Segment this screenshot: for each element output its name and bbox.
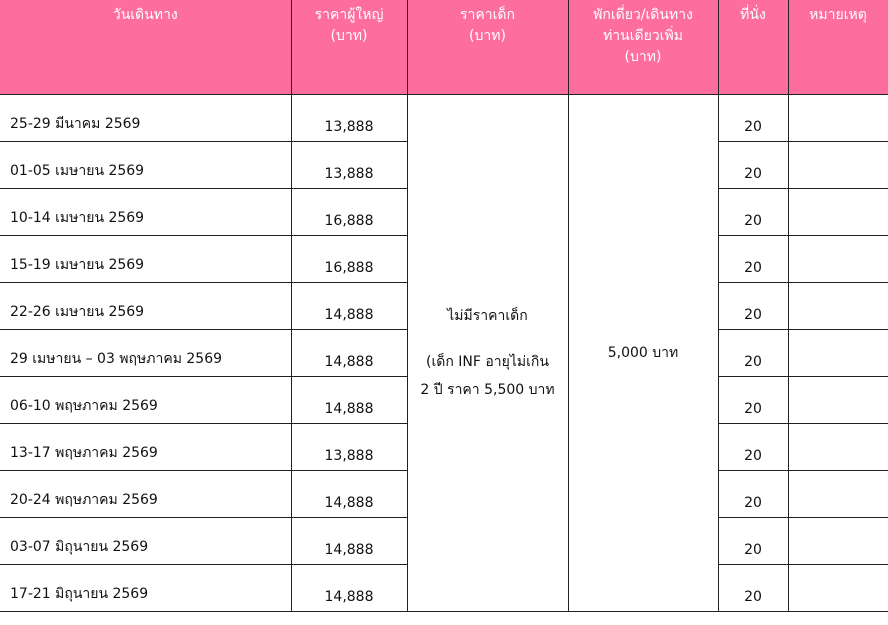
- remark-cell: [788, 470, 888, 517]
- departure-date-cell: 03-07 มิถุนายน 2569: [0, 517, 291, 564]
- remark-cell: [788, 517, 888, 564]
- adult-price-cell: 16,888: [291, 235, 407, 282]
- infant-note-line1: (เด็ก INF อายุไม่เกิน: [426, 353, 549, 370]
- header-date: วันเดินทาง: [0, 0, 291, 94]
- remark-cell: [788, 329, 888, 376]
- seats-cell: 20: [718, 517, 788, 564]
- seats-cell: 20: [718, 470, 788, 517]
- header-row: [0, 0, 888, 94]
- departure-date-cell: 22-26 เมษายน 2569: [0, 282, 291, 329]
- adult-price-cell: 14,888: [291, 329, 407, 376]
- seats-cell: 20: [718, 423, 788, 470]
- departure-date-cell: 15-19 เมษายน 2569: [0, 235, 291, 282]
- departure-date-cell: 29 เมษายน – 03 พฤษภาคม 2569: [0, 329, 291, 376]
- adult-price-cell: 14,888: [291, 376, 407, 423]
- header-child-price: ราคาเด็ก (บาท): [407, 0, 568, 94]
- adult-price-cell: 14,888: [291, 564, 407, 611]
- single-supplement-cell: 5,000 บาท: [568, 94, 718, 611]
- seats-cell: 20: [718, 564, 788, 611]
- adult-price-cell: 14,888: [291, 517, 407, 564]
- header-adult-price: ราคาผู้ใหญ่ (บาท): [291, 0, 407, 94]
- departure-date-cell: 13-17 พฤษภาคม 2569: [0, 423, 291, 470]
- adult-price-cell: 13,888: [291, 141, 407, 188]
- remark-cell: [788, 376, 888, 423]
- remark-cell: [788, 282, 888, 329]
- adult-price-cell: 13,888: [291, 423, 407, 470]
- departure-date-cell: 20-24 พฤษภาคม 2569: [0, 470, 291, 517]
- seats-cell: 20: [718, 282, 788, 329]
- adult-price-cell: 16,888: [291, 188, 407, 235]
- seats-cell: 20: [718, 141, 788, 188]
- remark-cell: [788, 94, 888, 141]
- departure-date-cell: 10-14 เมษายน 2569: [0, 188, 291, 235]
- seats-cell: 20: [718, 376, 788, 423]
- remark-cell: [788, 564, 888, 611]
- seats-cell: 20: [718, 94, 788, 141]
- remark-cell: [788, 235, 888, 282]
- seats-cell: 20: [718, 188, 788, 235]
- departure-date-cell: 06-10 พฤษภาคม 2569: [0, 376, 291, 423]
- departure-date-cell: 01-05 เมษายน 2569: [0, 141, 291, 188]
- adult-price-cell: 14,888: [291, 470, 407, 517]
- departure-date-cell: 25-29 มีนาคม 2569: [0, 94, 291, 141]
- adult-price-cell: 14,888: [291, 282, 407, 329]
- infant-note-line2: 2 ปี ราคา 5,500 บาท: [420, 381, 555, 398]
- remark-cell: [788, 423, 888, 470]
- table-body: [0, 94, 888, 611]
- remark-cell: [788, 188, 888, 235]
- no-child-price-text: ไม่มีราคาเด็ก: [447, 307, 528, 324]
- seats-cell: 20: [718, 235, 788, 282]
- header-remark: หมายเหตุ: [788, 0, 888, 94]
- table-row: [0, 94, 888, 141]
- remark-cell: [788, 141, 888, 188]
- header-seats: ที่นั่ง: [718, 0, 788, 94]
- departure-date-cell: 17-21 มิถุนายน 2569: [0, 564, 291, 611]
- child-price-cell: [407, 94, 568, 611]
- header-single-supplement: พักเดี่ยว/เดินทาง ท่านเดียวเพิ่ม (บาท): [568, 0, 718, 94]
- adult-price-cell: 13,888: [291, 94, 407, 141]
- seats-cell: 20: [718, 329, 788, 376]
